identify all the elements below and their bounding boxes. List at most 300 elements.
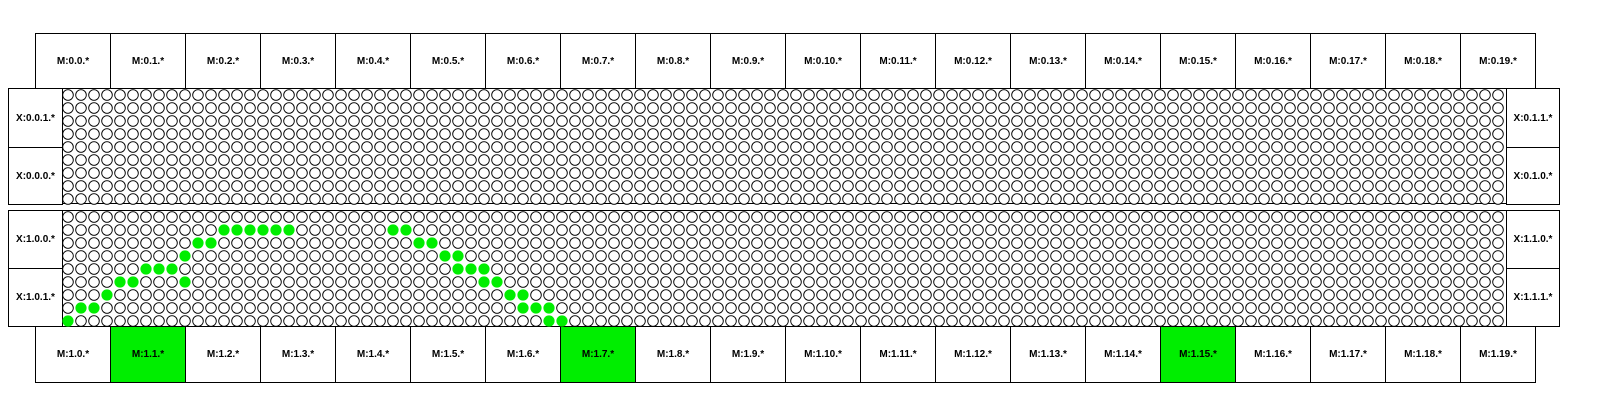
- node: [1363, 264, 1374, 275]
- node: [596, 290, 607, 301]
- node: [492, 90, 503, 101]
- node: [1168, 116, 1179, 127]
- node: [1090, 129, 1101, 140]
- node: [908, 181, 919, 192]
- node: [609, 90, 620, 101]
- node: [505, 168, 516, 179]
- node: [804, 142, 815, 153]
- node: [414, 225, 425, 236]
- node: [193, 155, 204, 166]
- node: [661, 129, 672, 140]
- node: [739, 90, 750, 101]
- node: [674, 290, 685, 301]
- node: [453, 168, 464, 179]
- node: [115, 251, 126, 262]
- node: [336, 290, 347, 301]
- node: [791, 116, 802, 127]
- node: [817, 103, 828, 114]
- node: [1168, 238, 1179, 249]
- node: [310, 290, 321, 301]
- node: [1103, 238, 1114, 249]
- node-active: [505, 290, 516, 301]
- node: [323, 181, 334, 192]
- node: [947, 168, 958, 179]
- node: [765, 194, 776, 205]
- node: [167, 168, 178, 179]
- node: [1181, 194, 1192, 205]
- node: [440, 129, 451, 140]
- node: [1246, 238, 1257, 249]
- node: [427, 103, 438, 114]
- node: [1337, 129, 1348, 140]
- node: [830, 290, 841, 301]
- node: [297, 225, 308, 236]
- node: [297, 212, 308, 223]
- node: [1467, 225, 1478, 236]
- node: [1077, 290, 1088, 301]
- node: [206, 90, 217, 101]
- node: [1337, 277, 1348, 288]
- node: [934, 277, 945, 288]
- node: [765, 238, 776, 249]
- node: [804, 290, 815, 301]
- node: [1493, 290, 1504, 301]
- node: [1220, 316, 1231, 327]
- node: [1233, 238, 1244, 249]
- node: [856, 225, 867, 236]
- node: [1012, 290, 1023, 301]
- node: [1454, 142, 1465, 153]
- node: [206, 251, 217, 262]
- node: [1155, 264, 1166, 275]
- node: [232, 316, 243, 327]
- node: [414, 290, 425, 301]
- node: [1051, 103, 1062, 114]
- node: [258, 142, 269, 153]
- node: [713, 155, 724, 166]
- node: [1077, 316, 1088, 327]
- node: [1493, 225, 1504, 236]
- node: [570, 103, 581, 114]
- node: [349, 264, 360, 275]
- node: [869, 181, 880, 192]
- node: [973, 290, 984, 301]
- node: [505, 316, 516, 327]
- node: [752, 251, 763, 262]
- node: [1038, 290, 1049, 301]
- node-active: [180, 251, 191, 262]
- node: [414, 212, 425, 223]
- node: [1311, 129, 1322, 140]
- node: [1480, 129, 1491, 140]
- node: [89, 225, 100, 236]
- node: [1363, 238, 1374, 249]
- node: [1077, 238, 1088, 249]
- node: [1376, 290, 1387, 301]
- node: [596, 303, 607, 314]
- node: [947, 238, 958, 249]
- node: [1285, 316, 1296, 327]
- node: [570, 316, 581, 327]
- node: [453, 103, 464, 114]
- node: [726, 129, 737, 140]
- node: [1077, 303, 1088, 314]
- node: [1025, 142, 1036, 153]
- node: [89, 129, 100, 140]
- node: [1376, 238, 1387, 249]
- node: [492, 290, 503, 301]
- node: [310, 303, 321, 314]
- node: [206, 194, 217, 205]
- node: [583, 316, 594, 327]
- node: [414, 264, 425, 275]
- node: [596, 90, 607, 101]
- node: [778, 181, 789, 192]
- node: [427, 194, 438, 205]
- node: [583, 290, 594, 301]
- node: [622, 103, 633, 114]
- node: [1298, 277, 1309, 288]
- node: [843, 90, 854, 101]
- node: [310, 90, 321, 101]
- node: [843, 116, 854, 127]
- node-active: [76, 303, 87, 314]
- node: [89, 116, 100, 127]
- node: [115, 116, 126, 127]
- node: [245, 129, 256, 140]
- node: [141, 194, 152, 205]
- node: [505, 212, 516, 223]
- node: [141, 225, 152, 236]
- node: [232, 168, 243, 179]
- node: [1220, 103, 1231, 114]
- node: [960, 251, 971, 262]
- node: [908, 168, 919, 179]
- node: [219, 168, 230, 179]
- node: [1467, 212, 1478, 223]
- node: [1246, 129, 1257, 140]
- node: [1220, 303, 1231, 314]
- node: [752, 116, 763, 127]
- node: [1142, 194, 1153, 205]
- node: [518, 316, 529, 327]
- node: [167, 316, 178, 327]
- node: [1246, 251, 1257, 262]
- node: [1428, 181, 1439, 192]
- node: [622, 264, 633, 275]
- node: [1272, 129, 1283, 140]
- node: [1220, 290, 1231, 301]
- node: [1064, 194, 1075, 205]
- node: [882, 103, 893, 114]
- node: [1493, 90, 1504, 101]
- node: [1194, 225, 1205, 236]
- node: [401, 194, 412, 205]
- node: [362, 116, 373, 127]
- node: [895, 290, 906, 301]
- node: [609, 238, 620, 249]
- node: [141, 116, 152, 127]
- node: [596, 129, 607, 140]
- node: [687, 155, 698, 166]
- node: [323, 212, 334, 223]
- node: [622, 303, 633, 314]
- node: [206, 212, 217, 223]
- node: [609, 168, 620, 179]
- node: [544, 103, 555, 114]
- node: [1246, 103, 1257, 114]
- node: [1415, 181, 1426, 192]
- node: [1103, 212, 1114, 223]
- node: [687, 264, 698, 275]
- node: [1103, 103, 1114, 114]
- node: [297, 264, 308, 275]
- node: [284, 238, 295, 249]
- node: [193, 168, 204, 179]
- node: [1090, 225, 1101, 236]
- node: [1142, 238, 1153, 249]
- node: [258, 90, 269, 101]
- node: [1272, 225, 1283, 236]
- node: [739, 251, 750, 262]
- node: [115, 129, 126, 140]
- node: [544, 212, 555, 223]
- node: [1246, 290, 1257, 301]
- node: [1454, 303, 1465, 314]
- node: [843, 181, 854, 192]
- node-active: [193, 238, 204, 249]
- node: [1441, 290, 1452, 301]
- node: [1454, 168, 1465, 179]
- node: [518, 116, 529, 127]
- node: [882, 129, 893, 140]
- node: [804, 155, 815, 166]
- node: [167, 225, 178, 236]
- node: [297, 103, 308, 114]
- node: [505, 303, 516, 314]
- node: [1454, 277, 1465, 288]
- node: [609, 251, 620, 262]
- node: [856, 90, 867, 101]
- node-active: [427, 238, 438, 249]
- node: [180, 181, 191, 192]
- node: [232, 303, 243, 314]
- node: [1285, 90, 1296, 101]
- node: [791, 129, 802, 140]
- node: [518, 168, 529, 179]
- node: [648, 264, 659, 275]
- node: [1350, 238, 1361, 249]
- node: [128, 129, 139, 140]
- node: [102, 251, 113, 262]
- node-active: [232, 225, 243, 236]
- node: [284, 168, 295, 179]
- node: [1155, 103, 1166, 114]
- node: [1480, 290, 1491, 301]
- node: [427, 129, 438, 140]
- node: [804, 194, 815, 205]
- node: [804, 181, 815, 192]
- node: [271, 116, 282, 127]
- node: [960, 129, 971, 140]
- node: [1207, 212, 1218, 223]
- node: [427, 277, 438, 288]
- node: [232, 129, 243, 140]
- node: [1493, 129, 1504, 140]
- node: [1116, 129, 1127, 140]
- node: [232, 251, 243, 262]
- node: [453, 290, 464, 301]
- node: [960, 277, 971, 288]
- node: [453, 212, 464, 223]
- node: [687, 225, 698, 236]
- node: [1428, 103, 1439, 114]
- node: [804, 277, 815, 288]
- node: [1155, 238, 1166, 249]
- node: [401, 277, 412, 288]
- node: [1103, 316, 1114, 327]
- node: [791, 303, 802, 314]
- node: [765, 251, 776, 262]
- node: [63, 90, 74, 101]
- node: [1168, 277, 1179, 288]
- node: [635, 116, 646, 127]
- node: [1389, 142, 1400, 153]
- node: [1402, 194, 1413, 205]
- node: [726, 303, 737, 314]
- node: [661, 116, 672, 127]
- node: [1103, 303, 1114, 314]
- node: [869, 168, 880, 179]
- node: [193, 290, 204, 301]
- node: [869, 225, 880, 236]
- node: [362, 251, 373, 262]
- node: [960, 103, 971, 114]
- node: [1311, 238, 1322, 249]
- node: [128, 155, 139, 166]
- node: [622, 155, 633, 166]
- node: [1441, 194, 1452, 205]
- node: [375, 277, 386, 288]
- node: [921, 238, 932, 249]
- node: [1259, 251, 1270, 262]
- node: [271, 142, 282, 153]
- bottom-module-cell-active: M:1.1.*: [110, 326, 186, 383]
- node: [154, 251, 165, 262]
- node: [635, 155, 646, 166]
- node: [791, 238, 802, 249]
- node: [752, 264, 763, 275]
- node: [1441, 181, 1452, 192]
- node: [1194, 290, 1205, 301]
- node: [284, 90, 295, 101]
- node: [1480, 277, 1491, 288]
- node: [1441, 316, 1452, 327]
- node: [1350, 290, 1361, 301]
- node: [1155, 225, 1166, 236]
- node: [1428, 90, 1439, 101]
- node: [245, 168, 256, 179]
- node: [63, 168, 74, 179]
- node: [973, 251, 984, 262]
- node: [804, 103, 815, 114]
- node: [1090, 103, 1101, 114]
- node: [947, 225, 958, 236]
- node: [440, 264, 451, 275]
- node: [1259, 155, 1270, 166]
- node: [466, 168, 477, 179]
- node: [1428, 225, 1439, 236]
- node: [648, 116, 659, 127]
- node: [310, 103, 321, 114]
- node: [687, 316, 698, 327]
- node: [1181, 264, 1192, 275]
- node: [245, 90, 256, 101]
- node: [817, 290, 828, 301]
- node: [908, 212, 919, 223]
- node: [466, 212, 477, 223]
- node: [1402, 181, 1413, 192]
- node: [362, 225, 373, 236]
- node: [76, 116, 87, 127]
- node: [1103, 142, 1114, 153]
- node: [1493, 155, 1504, 166]
- node: [999, 129, 1010, 140]
- node: [375, 103, 386, 114]
- node: [1272, 181, 1283, 192]
- node: [1376, 225, 1387, 236]
- node: [648, 251, 659, 262]
- node: [674, 155, 685, 166]
- node: [1038, 168, 1049, 179]
- node: [245, 238, 256, 249]
- node: [1324, 168, 1335, 179]
- node: [1285, 277, 1296, 288]
- node: [531, 142, 542, 153]
- node: [1441, 142, 1452, 153]
- node: [1168, 303, 1179, 314]
- node: [505, 116, 516, 127]
- node: [622, 316, 633, 327]
- node: [323, 142, 334, 153]
- node: [544, 290, 555, 301]
- node: [349, 194, 360, 205]
- node: [271, 90, 282, 101]
- node: [219, 129, 230, 140]
- node-active: [557, 316, 568, 327]
- node: [414, 181, 425, 192]
- node: [440, 316, 451, 327]
- node: [960, 142, 971, 153]
- node: [401, 90, 412, 101]
- node: [102, 142, 113, 153]
- node: [1207, 316, 1218, 327]
- node: [947, 181, 958, 192]
- node: [1025, 129, 1036, 140]
- node: [609, 225, 620, 236]
- node: [388, 264, 399, 275]
- node: [258, 155, 269, 166]
- node: [1012, 251, 1023, 262]
- node: [557, 168, 568, 179]
- node: [1415, 142, 1426, 153]
- node: [193, 142, 204, 153]
- node: [1298, 238, 1309, 249]
- node: [388, 181, 399, 192]
- node: [1480, 212, 1491, 223]
- node: [1285, 238, 1296, 249]
- node: [1285, 181, 1296, 192]
